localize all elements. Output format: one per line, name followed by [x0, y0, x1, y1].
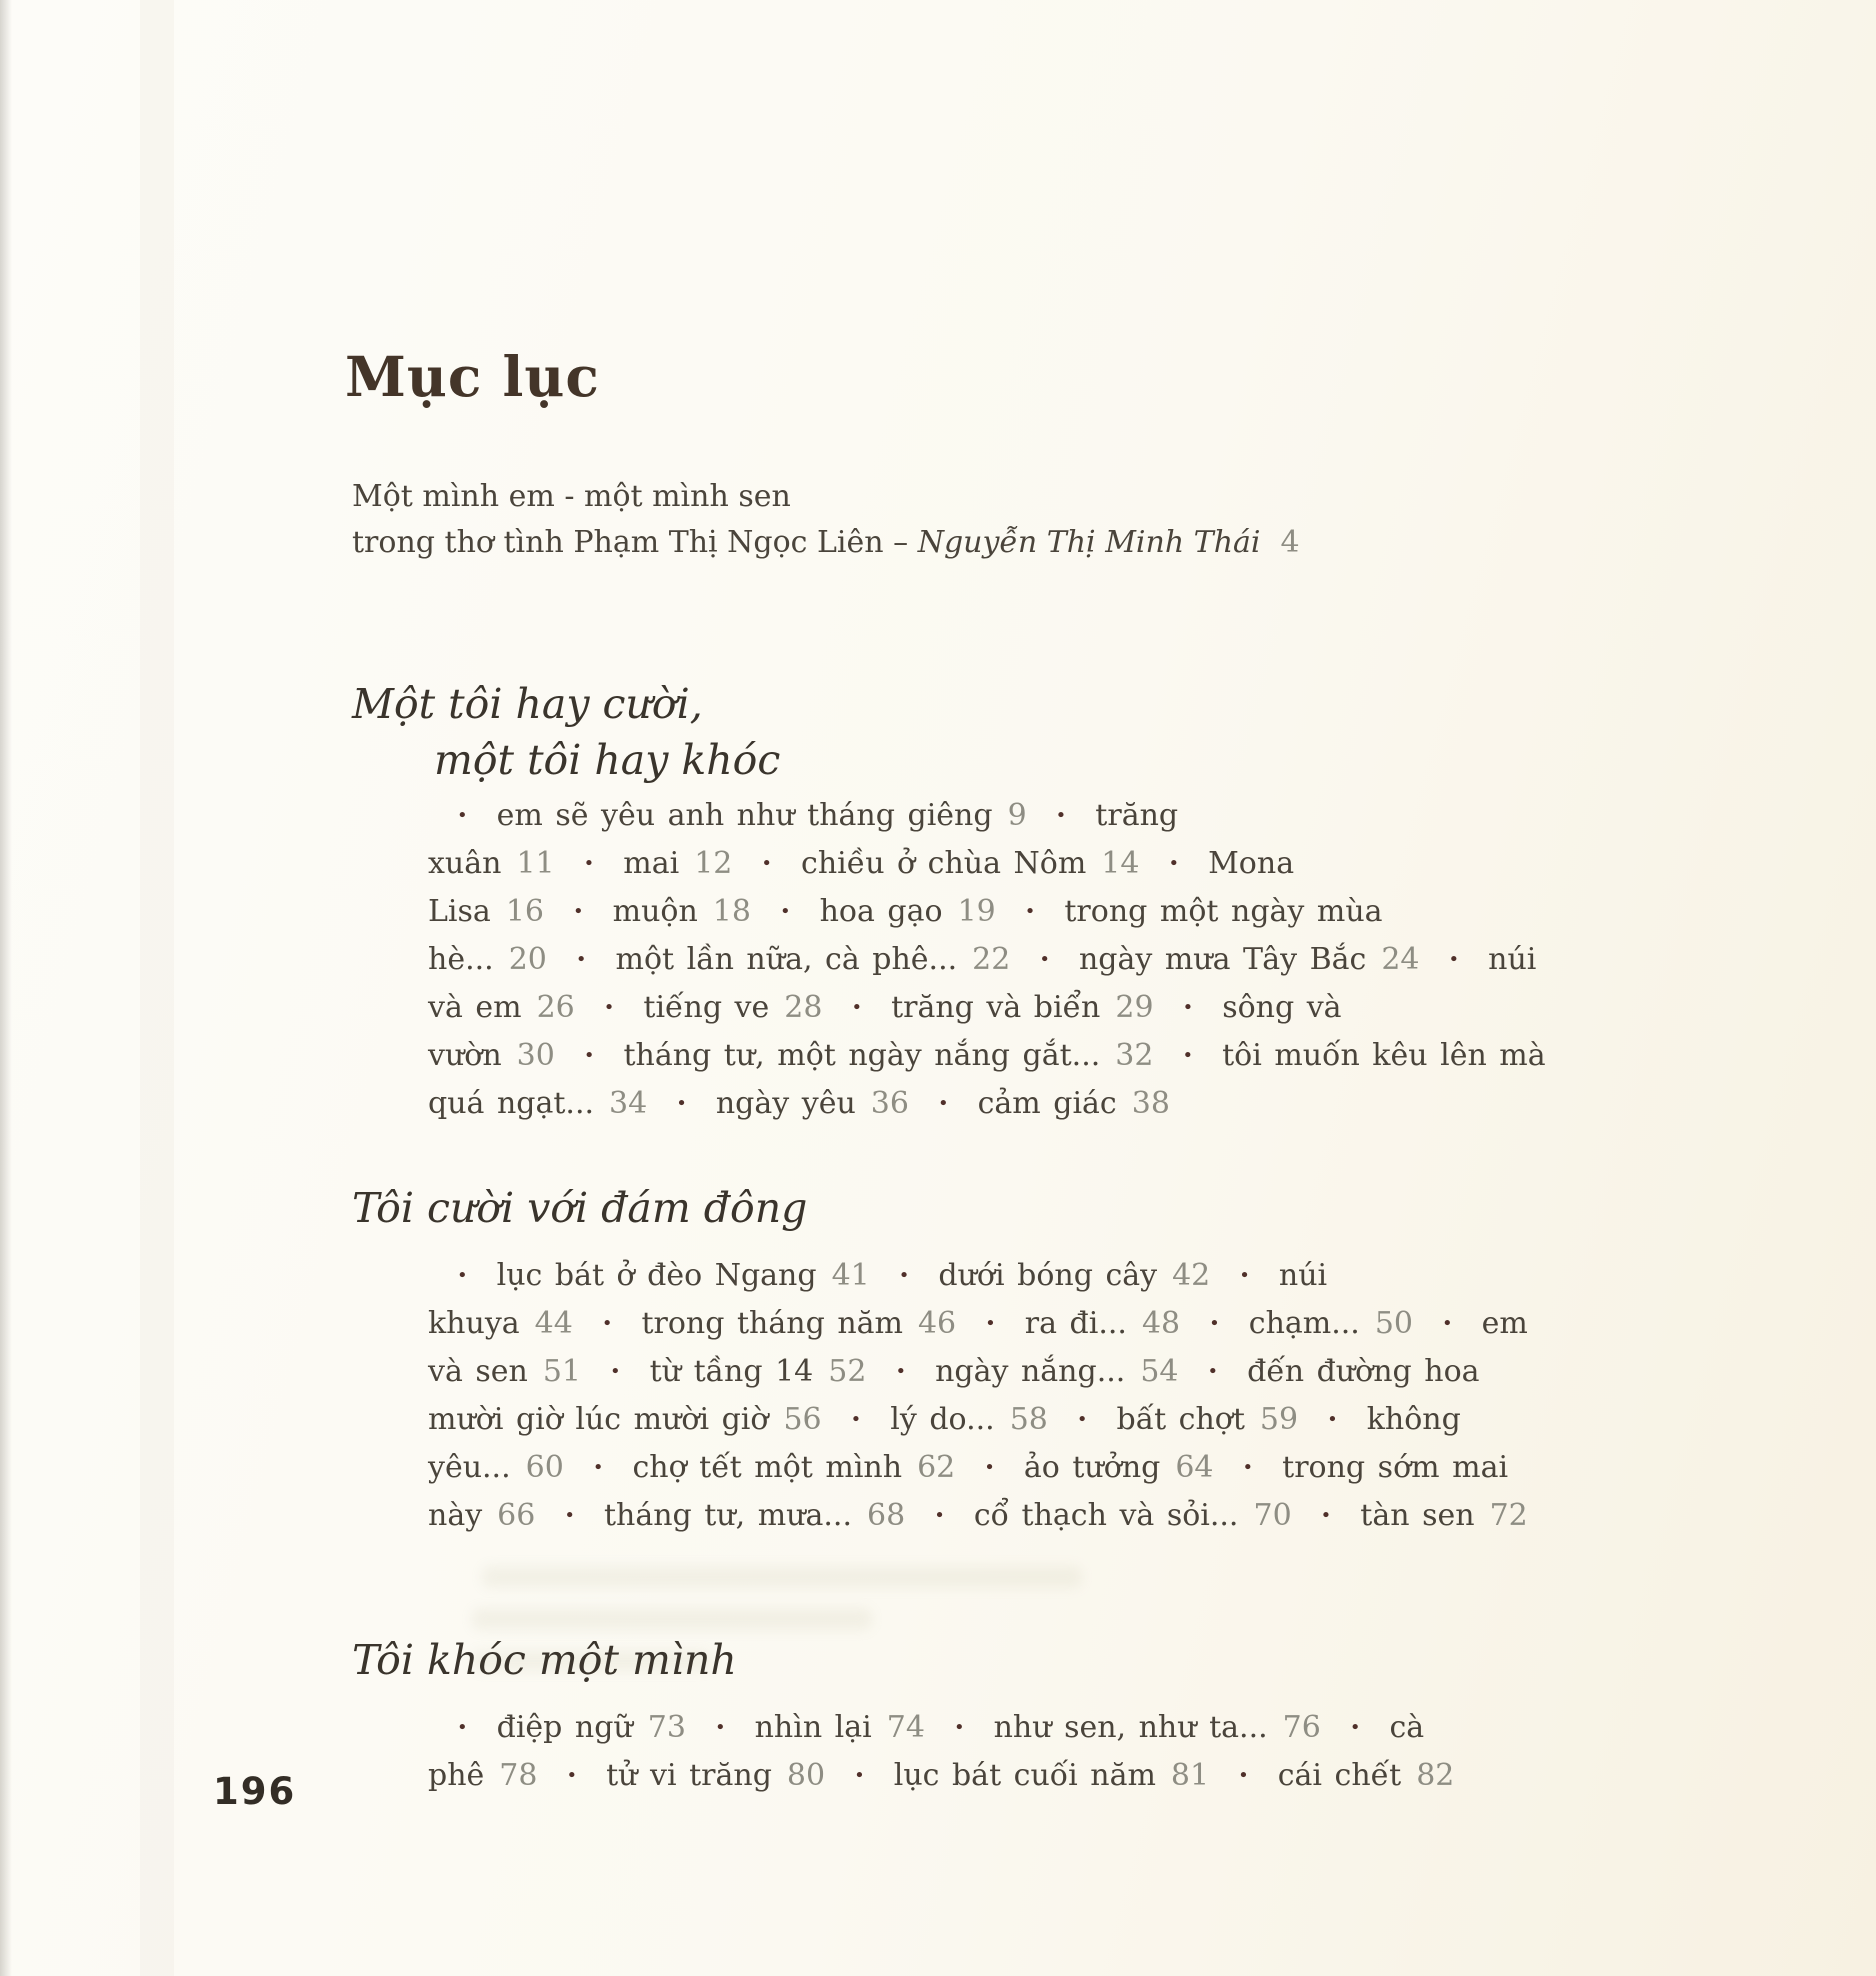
entry-title: chạm...	[1248, 1306, 1360, 1342]
entry-title: một lần nữa, cà phê...	[615, 942, 958, 978]
entry-title: dưới bóng cây	[938, 1258, 1158, 1293]
entry-page-number: 54	[1140, 1354, 1179, 1390]
toc-section-3	[352, 1632, 1568, 1800]
entry-title: trăng xuân	[428, 798, 1179, 882]
entry-title: trong một ngày mùa hè...	[428, 894, 1383, 978]
entry-page-number: 34	[609, 1086, 648, 1122]
entry-page-number: 70	[1253, 1498, 1292, 1534]
entry-page-number: 58	[1009, 1402, 1048, 1438]
page-edge-shadow	[0, 0, 12, 1976]
intro-line-1: Một mình em - một mình sen	[352, 479, 791, 514]
entry-title: chợ tết một mình	[632, 1450, 903, 1486]
entry-title: tháng tư, một ngày nắng gắt...	[623, 1038, 1101, 1074]
bullet-icon: •	[937, 1093, 949, 1115]
bullet-icon: •	[953, 1717, 965, 1739]
entry-title: ngày mưa Tây Bắc	[1078, 942, 1367, 978]
entry-title: nhìn lại	[754, 1710, 872, 1745]
entry-page-number: 30	[516, 1038, 555, 1074]
bullet-icon: •	[564, 1505, 575, 1527]
intro-text: trong thơ tình Phạm Thị Ngọc Liên –	[352, 525, 918, 560]
bullet-icon: •	[714, 1717, 726, 1739]
entry-title: trong tháng năm	[641, 1306, 903, 1342]
bullet-icon: •	[457, 1717, 468, 1739]
toc-section-1	[352, 676, 1568, 1128]
entry-page-number: 20	[508, 942, 547, 978]
bullet-icon: •	[851, 997, 863, 1019]
entry-title: ngày nắng...	[935, 1354, 1126, 1390]
entry-page-number: 36	[870, 1086, 909, 1122]
bullet-icon: •	[1168, 853, 1180, 875]
bullet-icon: •	[1442, 1313, 1453, 1335]
bullet-icon: •	[603, 997, 615, 1019]
entry-page-number: 74	[886, 1710, 925, 1745]
bullet-icon: •	[761, 853, 773, 875]
section-1-heading	[352, 676, 1568, 788]
entry-page-number: 42	[1172, 1258, 1211, 1293]
entry-page-number: 22	[972, 942, 1011, 978]
entry-page-number: 60	[525, 1450, 564, 1486]
entry-title: tôi muốn kêu lên mà quá ngạt...	[428, 1038, 1546, 1122]
entry-title: Mona Lisa	[428, 846, 1295, 930]
entry-page-number: 59	[1259, 1402, 1299, 1438]
entry-page-number: 18	[712, 894, 751, 930]
entry-title: tàn sen	[1360, 1498, 1475, 1534]
bullet-icon: •	[1327, 1409, 1338, 1431]
entry-title: ra đi...	[1024, 1306, 1127, 1342]
bullet-icon: •	[1448, 949, 1460, 971]
entry-title: em và sen	[428, 1306, 1528, 1390]
entry-page-number: 50	[1374, 1306, 1414, 1342]
entry-page-number: 9	[1007, 798, 1027, 833]
entry-page-number: 52	[828, 1354, 867, 1390]
bullet-icon: •	[583, 853, 595, 875]
entry-title: mai	[623, 846, 680, 882]
entry-page-number: 29	[1115, 990, 1154, 1026]
entry-page-number: 12	[694, 846, 733, 882]
bullet-icon: •	[1207, 1361, 1219, 1383]
entry-page-number: 11	[516, 846, 555, 882]
entry-page-number: 48	[1141, 1306, 1181, 1342]
bullet-icon: •	[985, 1313, 996, 1335]
bullet-icon: •	[1239, 1265, 1250, 1287]
bullet-icon: •	[854, 1765, 865, 1787]
entry-title: đến đường hoa mười giờ lúc mười giờ	[428, 1354, 1480, 1438]
bleed-through-smudge	[472, 1608, 872, 1630]
bullet-icon: •	[1320, 1505, 1332, 1527]
entry-page-number: 46	[917, 1306, 957, 1342]
entry-title: điệp ngữ	[496, 1710, 633, 1745]
folio-page-number: 196	[213, 1770, 297, 1813]
bullet-icon: •	[898, 1265, 910, 1287]
section-3-entries	[428, 1704, 1562, 1800]
bullet-icon: •	[676, 1093, 687, 1115]
bullet-icon: •	[779, 901, 791, 923]
intro-page-number: 4	[1280, 525, 1300, 560]
entry-title: trăng và biển	[891, 990, 1101, 1026]
entry-title: cảm giác	[977, 1086, 1117, 1122]
section-heading-line: Một tôi hay cười,	[352, 680, 703, 728]
entry-page-number: 76	[1282, 1710, 1321, 1745]
entry-page-number: 66	[497, 1498, 536, 1534]
bullet-icon: •	[984, 1457, 995, 1479]
toc-section-2	[352, 1180, 1568, 1540]
entry-page-number: 38	[1131, 1086, 1170, 1122]
section-3-heading	[352, 1632, 1568, 1688]
section-2-heading	[352, 1180, 1568, 1236]
entry-page-number: 68	[867, 1498, 906, 1534]
bullet-icon: •	[850, 1409, 862, 1431]
bullet-icon: •	[1076, 1409, 1088, 1431]
entry-title: núi khuya	[428, 1258, 1328, 1342]
bleed-through-smudge	[482, 1566, 1082, 1588]
bullet-icon: •	[573, 901, 584, 923]
entry-title: tháng tư, mưa...	[603, 1498, 853, 1534]
entry-title: lục bát ở đèo Ngang	[496, 1258, 817, 1293]
entry-page-number: 80	[786, 1758, 826, 1794]
entry-page-number: 82	[1416, 1758, 1455, 1794]
entry-page-number: 72	[1489, 1498, 1528, 1534]
entry-title: lục bát cuối năm	[893, 1758, 1156, 1794]
entry-page-number: 78	[499, 1758, 538, 1794]
bullet-icon: •	[575, 949, 587, 971]
entry-title: không yêu...	[428, 1402, 1461, 1486]
entry-page-number: 73	[647, 1710, 686, 1745]
bullet-icon: •	[1039, 949, 1050, 971]
entry-title: trong sớm mai này	[428, 1450, 1509, 1534]
entry-page-number: 14	[1101, 846, 1140, 882]
bullet-icon: •	[566, 1765, 578, 1787]
entry-page-number: 28	[784, 990, 823, 1026]
entry-title: cà phê	[428, 1710, 1425, 1794]
entry-title: hoa gạo	[819, 894, 943, 930]
bullet-icon: •	[1182, 1045, 1194, 1067]
entry-title: tử vi trăng	[606, 1758, 772, 1794]
entry-title: ngày yêu	[715, 1086, 856, 1122]
entry-page-number: 56	[783, 1402, 822, 1438]
scan-streak	[140, 0, 174, 1976]
entry-page-number: 19	[957, 894, 996, 930]
bullet-icon: •	[1349, 1717, 1361, 1739]
bullet-icon: •	[1238, 1765, 1249, 1787]
entry-title: núi và em	[428, 942, 1537, 1026]
entry-page-number: 16	[505, 894, 544, 930]
bullet-icon: •	[592, 1457, 604, 1479]
entry-page-number: 62	[917, 1450, 956, 1486]
entry-page-number: 32	[1115, 1038, 1154, 1074]
entry-page-number: 26	[536, 990, 575, 1026]
entry-title: từ tầng 14	[649, 1354, 814, 1390]
bullet-icon: •	[1182, 997, 1194, 1019]
entry-page-number: 41	[831, 1258, 870, 1293]
entry-title: lý do...	[890, 1402, 995, 1438]
entry-title: cái chết	[1277, 1758, 1402, 1794]
intro-line-2	[352, 520, 1300, 566]
bullet-icon: •	[601, 1313, 613, 1335]
bullet-icon: •	[1055, 805, 1067, 827]
entry-page-number: 44	[534, 1306, 573, 1342]
entry-title: chiều ở chùa Nôm	[801, 846, 1087, 882]
bullet-icon: •	[457, 1265, 468, 1287]
bullet-icon: •	[610, 1361, 621, 1383]
bullet-icon: •	[1209, 1313, 1220, 1335]
bullet-icon: •	[1024, 901, 1036, 923]
entry-title: sông và vườn	[428, 990, 1342, 1074]
entry-page-number: 81	[1170, 1758, 1210, 1794]
intro-author: Nguyễn Thị Minh Thái	[917, 525, 1261, 560]
section-2-entries	[428, 1252, 1562, 1540]
entry-page-number: 64	[1175, 1450, 1214, 1486]
entry-title: muộn	[612, 894, 698, 930]
section-1-entries	[428, 792, 1562, 1128]
toc-intro-entry	[352, 474, 1300, 566]
entry-title: ảo tưởng	[1023, 1450, 1161, 1486]
bullet-icon: •	[583, 1045, 595, 1067]
section-heading-line: Tôi khóc một mình	[352, 1636, 737, 1684]
entry-title: cổ thạch và sỏi...	[973, 1498, 1239, 1534]
entry-title: tiếng ve	[643, 990, 770, 1026]
bullet-icon: •	[1242, 1457, 1254, 1479]
bullet-icon: •	[934, 1505, 945, 1527]
bullet-icon: •	[895, 1361, 907, 1383]
entry-title: như sen, như ta...	[993, 1710, 1268, 1745]
entry-title: em sẽ yêu anh như tháng giêng	[496, 798, 993, 833]
bullet-icon: •	[457, 805, 468, 827]
section-heading-line: Tôi cười với đám đông	[352, 1184, 808, 1232]
entry-page-number: 24	[1381, 942, 1420, 978]
entry-page-number: 51	[542, 1354, 582, 1390]
section-heading-line: một tôi hay khóc	[434, 736, 781, 784]
entry-title: bất chợt	[1116, 1402, 1245, 1438]
page-title: Mục lục	[345, 343, 600, 409]
